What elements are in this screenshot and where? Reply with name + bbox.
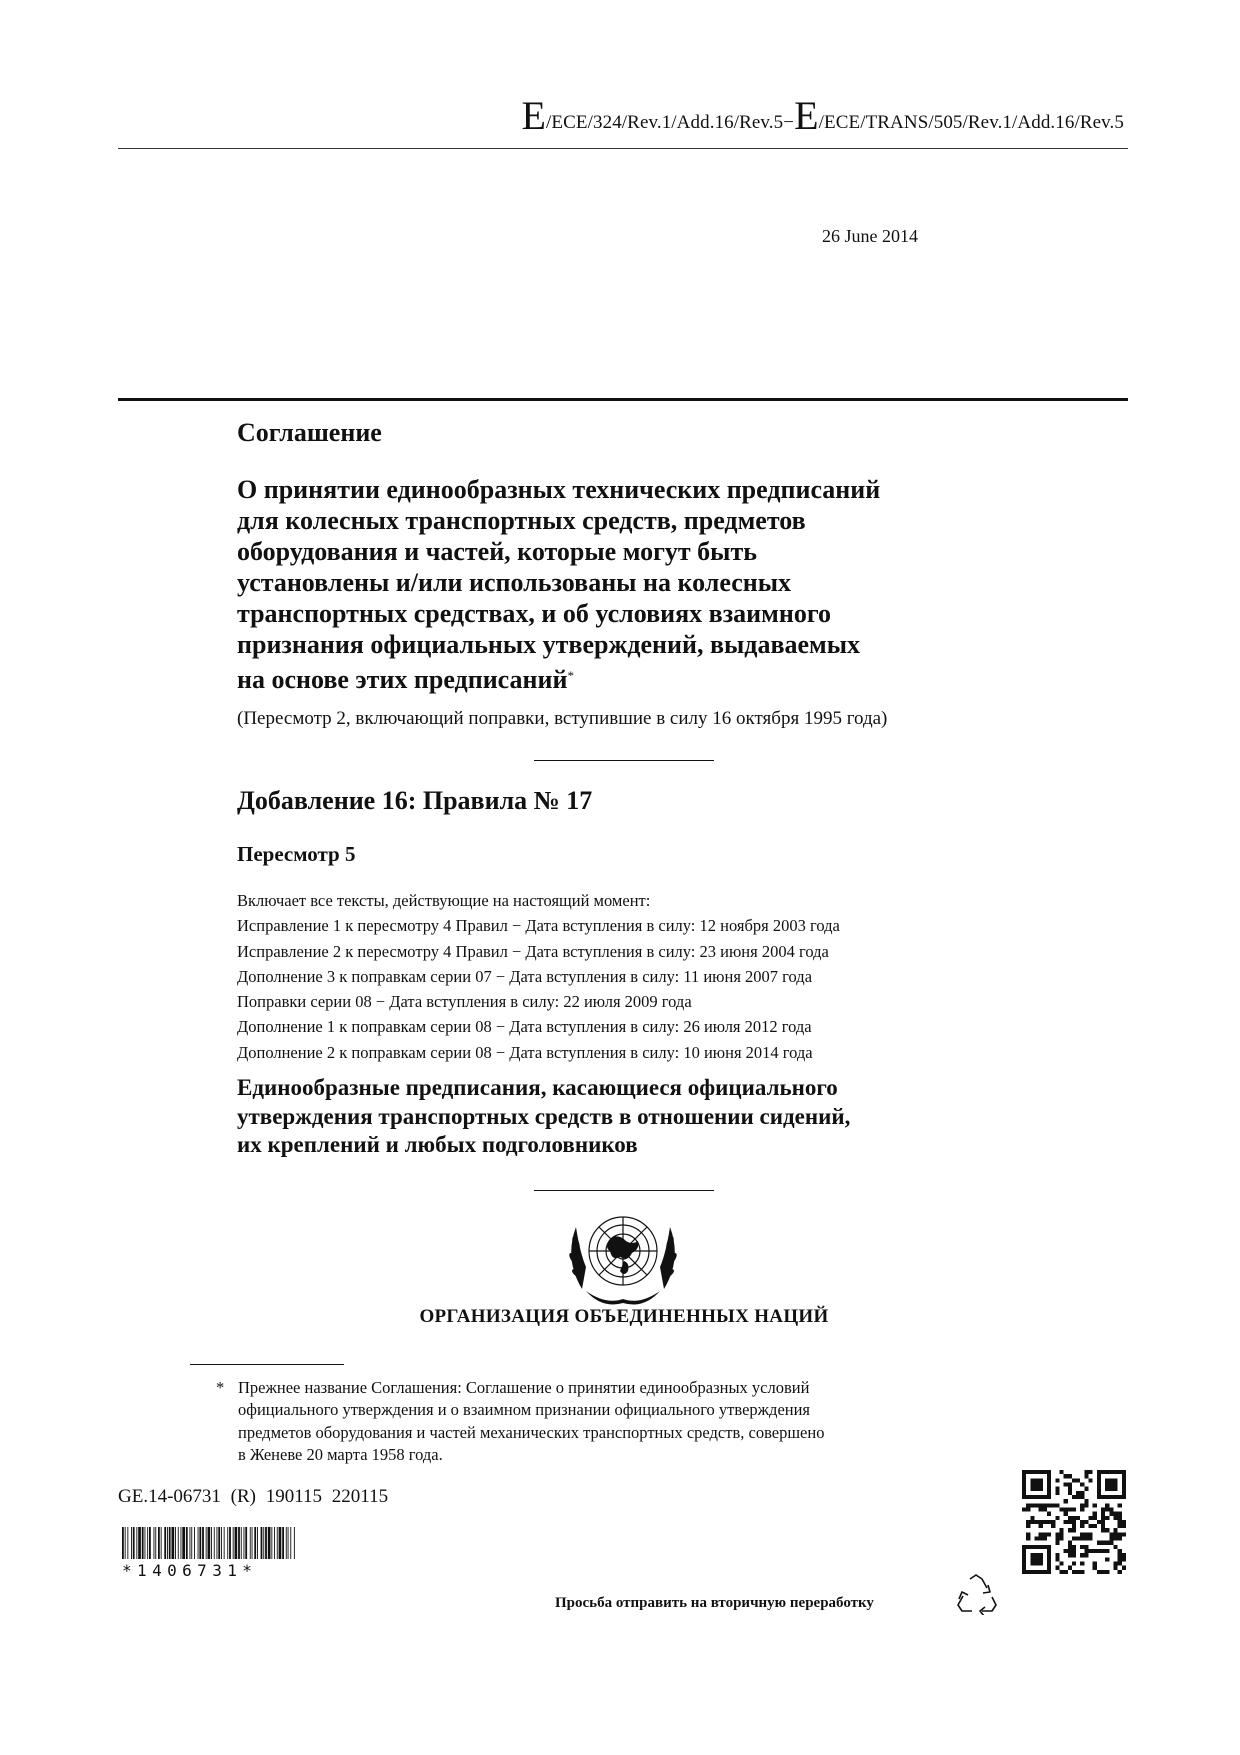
list-item: Исправление 2 к пересмотру 4 Правил − Дата вступления в силу: 23 июня 2004 года bbox=[237, 941, 829, 961]
footnote-line: официального утверждения и о взаимном признании официального утверждения bbox=[238, 1400, 811, 1420]
addendum-title: Добавление 16: Правила № 17 bbox=[237, 786, 593, 815]
footnote-rule bbox=[190, 1364, 344, 1365]
regulation-title-line: их креплений и любых подголовников bbox=[237, 1132, 638, 1157]
revision-label: Пересмотр 5 bbox=[237, 842, 356, 866]
job-number: GE.14-06731 bbox=[118, 1486, 221, 1507]
barcode-text: *1406731* bbox=[122, 1561, 258, 1580]
regulation-title-line: утверждения транспортных средств в отношении сидений, bbox=[237, 1103, 851, 1129]
symbol-part-1: /ECE/324/Rev.1/Add.16/Rev.5 bbox=[546, 112, 784, 133]
regulation-title-line: Единообразные предписания, касающиеся официального bbox=[237, 1075, 838, 1100]
agreement-title-line: для колесных транспортных средств, предметов bbox=[237, 506, 806, 535]
footnote-line: предметов оборудования и частей механических транспортных средств, совершено bbox=[238, 1422, 825, 1442]
footnote-line: в Женеве 20 марта 1958 года. bbox=[238, 1444, 443, 1464]
list-item: Включает все тексты, действующие на настоящий момент: bbox=[237, 891, 651, 910]
footnote-line: Прежнее название Соглашения: Соглашение о принятии единообразных условий bbox=[238, 1378, 810, 1397]
agreement-title-line: транспортных средствах, и об условиях взаимного bbox=[237, 599, 831, 628]
list-item: Дополнение 3 к поправкам серии 07 − Дата вступления в силу: 11 июня 2007 года bbox=[237, 966, 813, 986]
agreement-title-line: установлены и/или использованы на колесных bbox=[237, 568, 792, 597]
agreement-title-line: признания официальных утверждений, выдаваемых bbox=[237, 630, 861, 659]
footnote bbox=[216, 1377, 1006, 1466]
list-item: Дополнение 1 к поправкам серии 08 − Дата вступления в силу: 26 июля 2012 года bbox=[237, 1017, 812, 1037]
recycle-text: Просьба отправить на вторичную переработку bbox=[555, 1595, 874, 1611]
list-item: Исправление 1 к пересмотру 4 Правил − Дата вступления в силу: 12 ноября 2003 года bbox=[237, 916, 840, 936]
footnote-marker: * bbox=[216, 1378, 225, 1397]
document-date: 26 June 2014 bbox=[822, 226, 918, 246]
un-emblem-icon bbox=[562, 1203, 684, 1313]
agreement-title-line: О принятии единообразных технических предписаний bbox=[237, 475, 881, 504]
symbol-letter-1: E bbox=[521, 93, 547, 138]
footnote-marker: * bbox=[567, 668, 574, 683]
agreement-title-line: оборудования и частей, которые могут быть bbox=[237, 537, 757, 566]
regulation-title bbox=[237, 1074, 997, 1160]
language-code: (R) bbox=[230, 1486, 256, 1507]
header-rule bbox=[118, 148, 1128, 149]
symbol-part-2: /ECE/TRANS/505/Rev.1/Add.16/Rev.5 bbox=[818, 112, 1124, 133]
print-date-1: 190115 bbox=[265, 1486, 323, 1507]
section-divider bbox=[534, 1190, 714, 1191]
title-rule bbox=[118, 398, 1128, 401]
qr-code-icon bbox=[1022, 1470, 1126, 1574]
recycle-icon bbox=[954, 1573, 998, 1615]
revision-note: (Пересмотр 2, включающий поправки, вступившие в силу 16 октября 1995 года) bbox=[237, 708, 888, 729]
symbol-letter-2: E bbox=[794, 93, 819, 138]
barcode-icon bbox=[122, 1527, 296, 1559]
job-number-line bbox=[118, 1486, 388, 1508]
list-item: Дополнение 2 к поправкам серии 08 − Дата вступления в силу: 10 июня 2014 года bbox=[237, 1042, 813, 1062]
organization-name: ОРГАНИЗАЦИЯ ОБЪЕДИНЕННЫХ НАЦИЙ bbox=[419, 1306, 829, 1327]
agreement-title-line: на основе этих предписаний bbox=[237, 665, 568, 694]
agreement-title bbox=[237, 474, 1037, 695]
document-symbol bbox=[521, 93, 1125, 138]
list-item: Поправки серии 08 − Дата вступления в силу: 22 июля 2009 года bbox=[237, 992, 692, 1012]
agreement-title-last-line bbox=[237, 660, 1037, 695]
print-date-2: 220115 bbox=[331, 1486, 389, 1507]
agreement-heading: Соглашение bbox=[237, 418, 382, 447]
includes-list bbox=[237, 888, 840, 1065]
section-divider bbox=[534, 760, 714, 761]
symbol-separator: − bbox=[783, 112, 795, 133]
